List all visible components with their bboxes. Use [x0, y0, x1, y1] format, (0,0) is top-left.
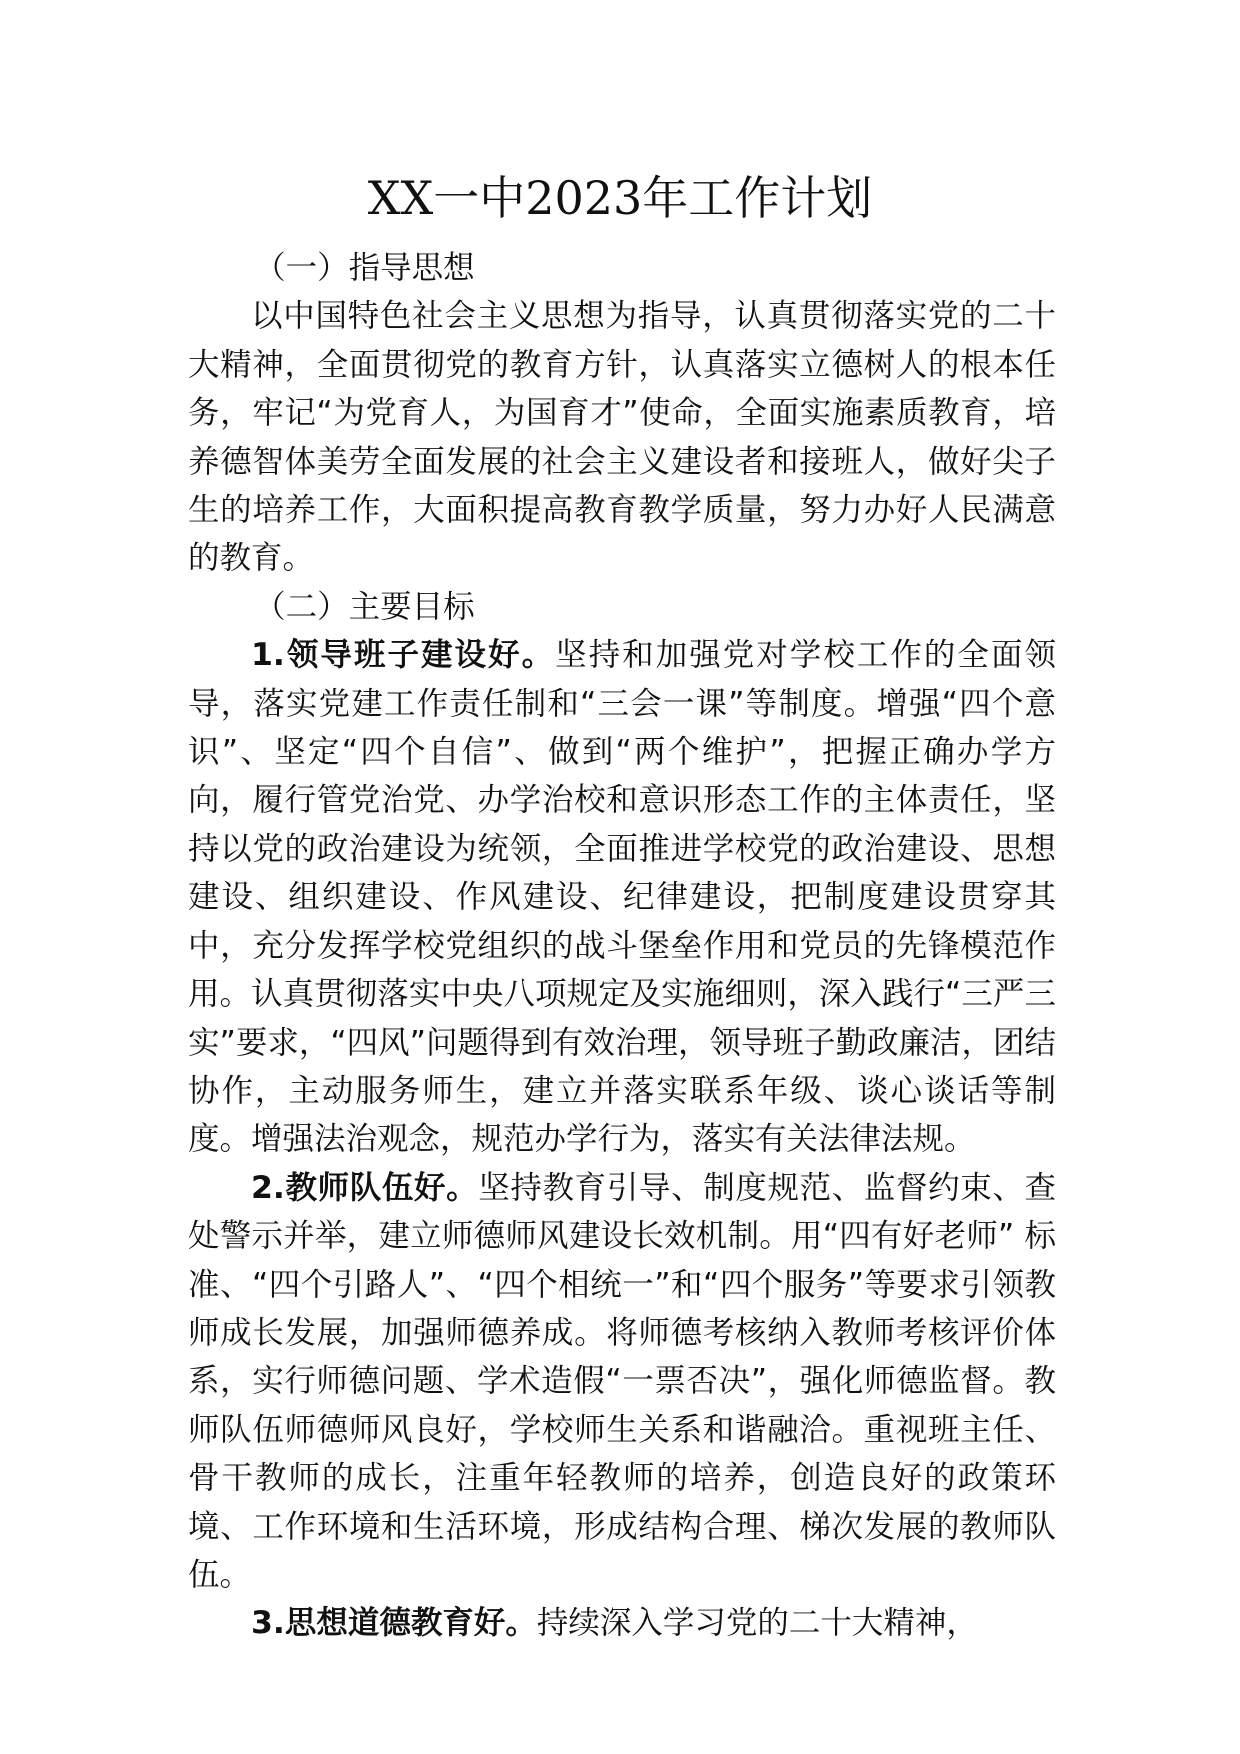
goal-text: 持续深入学习党的二十大精神， [536, 1605, 978, 1642]
section-paragraph-guiding-ideology: 以中国特色社会主义思想为指导，认真贯彻落实党的二十大精神，全面贯彻党的教育方针，认真落实立德树人的根本任务，牢记“为党育人，为国育才”使命，全面实施素质教育，培养德智体美劳全面发展的社会主义建设者和接班人，做好尖子生的培养工作，大面积提高教育教学质量，努力办好人民满意的教育。 [188, 298, 1056, 577]
section-heading-main-goals: （二）主要目标 [254, 588, 475, 625]
goal-lead: 2.教师队伍好。 [251, 1169, 479, 1206]
goal-paragraph-moral-education [188, 1599, 1056, 1647]
document-title: XX一中2023年工作计划 [367, 171, 873, 225]
goal-paragraph-teachers [188, 1164, 1056, 1600]
goal-lead: 1.领导班子建设好。 [251, 637, 556, 674]
goal-text: 坚持和加强党对学校工作的全面领导，落实党建工作责任制和“三会一课”等制度。增强“四个意识”、坚定“四个自信”、做到“两个维护”，把握正确办学方向，履行管党治党、办学治校和意识形态工作的主体责任，坚持以党的政治建设为统领，全面推进学校党的政治建设、思想建设、组织建设、作风建设、纪律建设，把制度建设贯穿其中，充分发挥学校党组织的战斗堡垒作用和党员的先锋模范作用。认真贯彻落实中央八项规定及实施细则，深入践行“三严三实”要求，“四风”问题得到有效治理，领导班子勤政廉洁，团结协作，主动服务师生，建立并落实联系年级、谈心谈话等制度。增强法治观念，规范办学行为，落实有关法律法规。 [188, 637, 1056, 1158]
goal-lead: 3.思想道德教育好。 [251, 1605, 537, 1642]
section-heading-guiding-ideology: （一）指导思想 [254, 250, 475, 286]
goal-paragraph-leadership [188, 631, 1056, 1163]
goal-text: 坚持教育引导、制度规范、监督约束、查处警示并举，建立师德师风建设长效机制。用“四有好老师” 标准、“四个引路人”、“四个相统一”和“四个服务”等要求引领教师成长发展，加强师德养成。将师德考核纳入教师考核评价体系，实行师德问题、学术造假“一票否决”，强化师德监督。教师队伍师德师风良好，学校师生关系和谐融洽。重视班主任、骨干教师的成长，注重年轻教师的培养，创造良好的政策环境、工作环境和生活环境，形成结构合理、梯次发展的教师队伍。 [188, 1169, 1056, 1593]
document-body [188, 244, 1056, 1648]
